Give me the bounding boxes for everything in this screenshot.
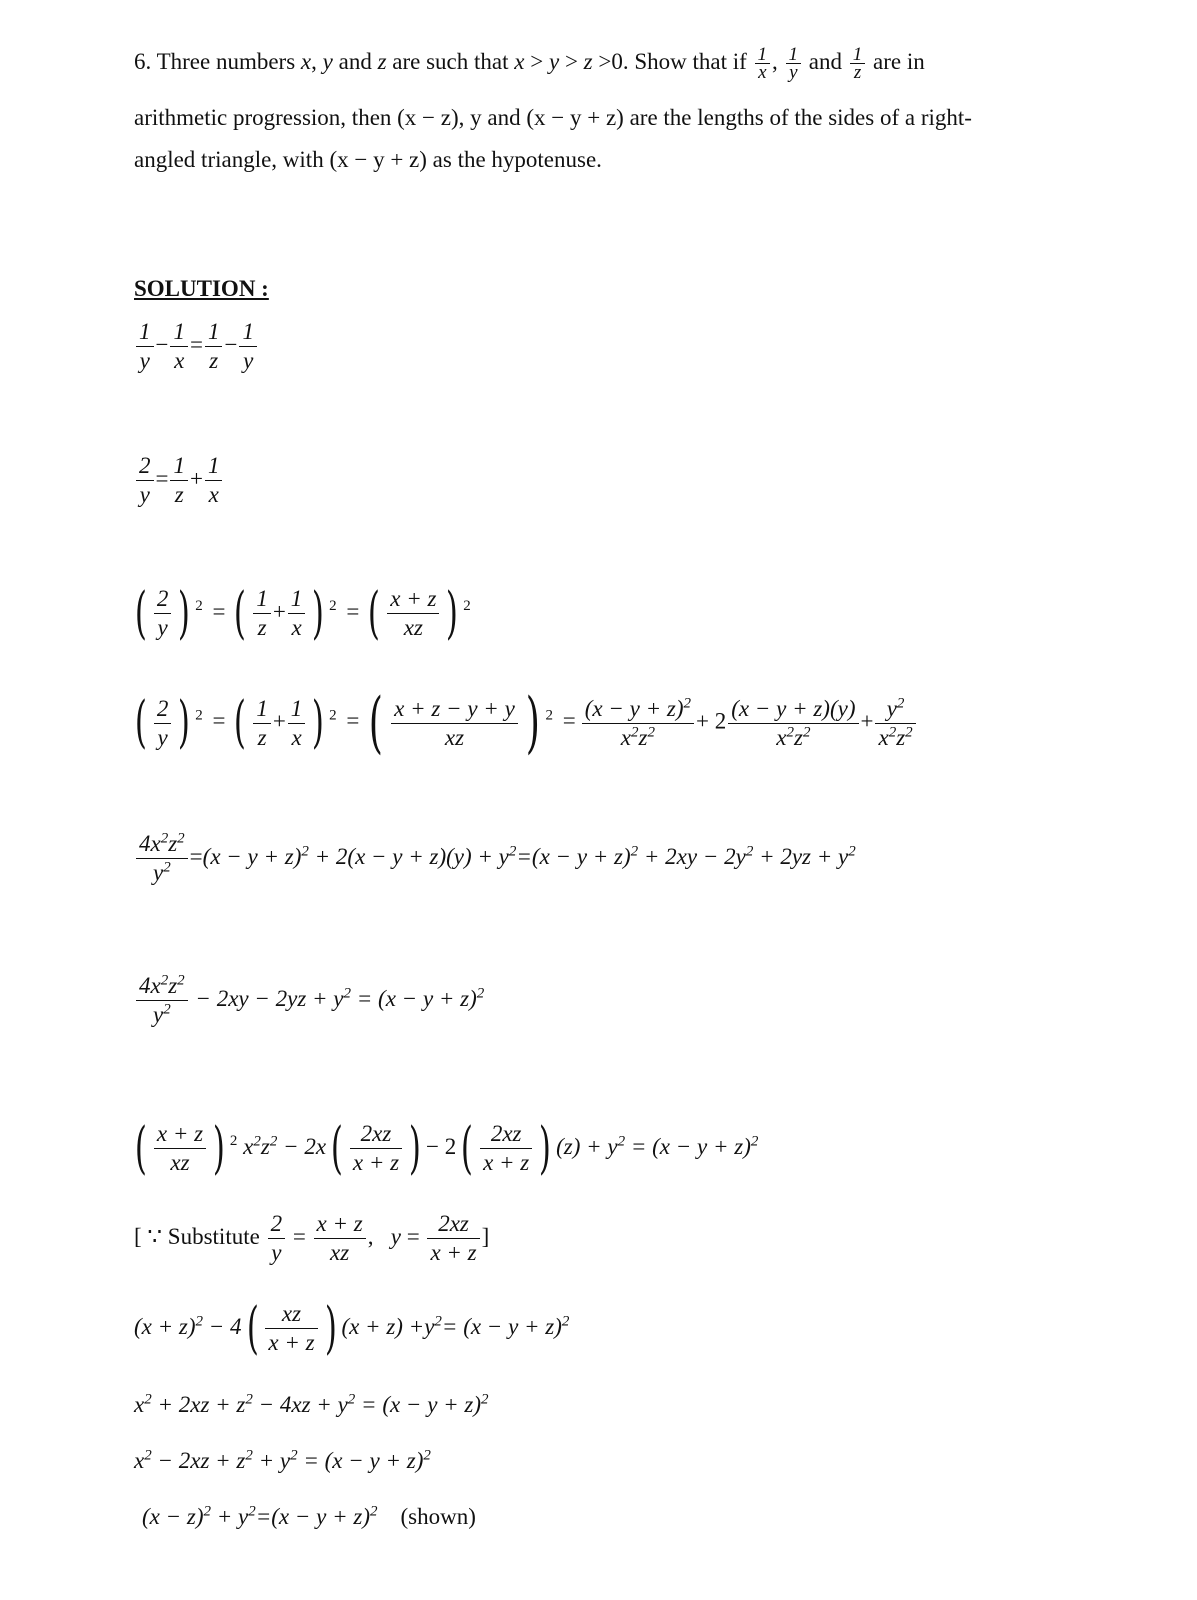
question-line-3: angled triangle, with (x − y + z) as the hypotenuse. [134, 147, 602, 172]
equation-step-8: $(x + z)^2 - 4$( $\frac{xz}{x + z}$ ) $(x + z) +y^2= (x - y + z)^2$ [134, 1295, 570, 1361]
equation-step-10: $x^2 - 2xz + z^2 + y^2 = (x - y + z)^2$ [134, 1447, 431, 1473]
equation-step-9: $x^2 + 2xz + z^2 - 4xz + y^2 = (x - y + z)^2$ [134, 1391, 489, 1417]
equation-step-11: $(x - z)^2 + y^2=(x - y + z)^2$ (shown) [142, 1503, 476, 1529]
equation-step-1: $\frac{1}{y}$ − $\frac{1}{x}$ = $\frac{1}{z}$ − $\frac{1}{y}$ [134, 318, 259, 375]
equation-step-3: ( $\frac{2}{y}$ ) $^2$ = ( $\frac{1}{z}$ + $\frac{1}{x}$ ) $^2$ = ( $\frac{x + z}{xz}$ ) $^2$ [134, 580, 471, 646]
equation-step-2: $\frac{2}{y}$ = $\frac{1}{z}$ + $\frac{1}{x}$ [134, 452, 224, 509]
equation-step-6: $\frac{4x^2z^2}{y^2}$ − $2xy - 2yz + y^2 = (x - y + z)^2$ [134, 972, 484, 1029]
equation-step-4: ( $\frac{2}{y}$ ) $^2$ = ( $\frac{1}{z}$ + $\frac{1}{x}$ ) $^2$ = ( $\frac{x + z - y + y}{xz}$ ) $^2$ = $\frac{(x - y + z)^2}{x^2z^2}$ + 2 $\frac{(x - y + z)(y)}{x^2z^2}$ + $\frac{y^2}{x^2z^2}$ [130, 690, 918, 756]
question-line-1: 6. Three numbers x, y and z are such that x > y > z >0. Show that if $\frac{1}{x}$ , $\frac{1}{y}$ and $\frac{1}{z}$ are in [134, 44, 925, 83]
substitute-note: [ ∵ Substitute $\frac{2}{y}$ = $\frac{x + z}{xz}$ , y = $\frac{2xz}{x + z}$ ] [134, 1211, 490, 1265]
solution-heading: SOLUTION : [134, 276, 269, 301]
question-line-2: arithmetic progression, then (x − z), y and (x − y + z) are the lengths of the sides of a right- [134, 105, 972, 130]
equation-step-5: $\frac{4x^2z^2}{y^2}$ $=(x - y + z)^2 + 2(x - y + z)(y) + y^2=(x - y + z)^2 + 2xy - 2y^2 + 2yz + y^2$ [134, 830, 856, 887]
equation-step-7: ( $\frac{x + z}{xz}$ ) $^2$ $x^2z^2 - 2x$( $\frac{2xz}{x + z}$ ) − 2( $\frac{2xz}{x + z}$ ) $(z) + y^2 = (x - y + z)^2$ [134, 1115, 759, 1181]
